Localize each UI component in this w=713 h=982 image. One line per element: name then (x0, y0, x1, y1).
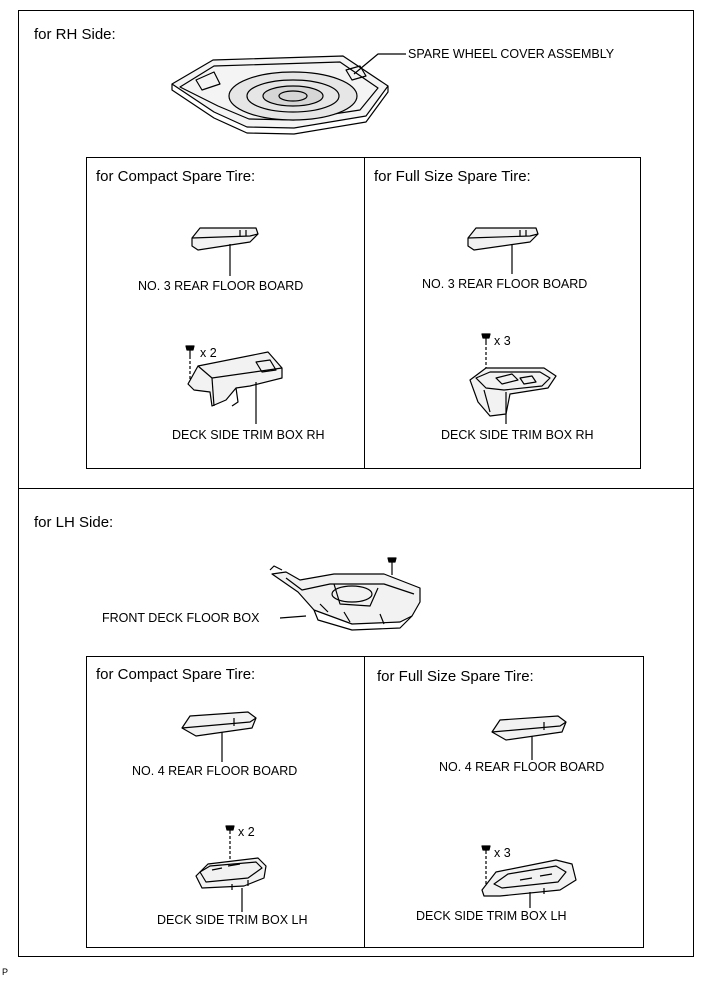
lh-compact-floor-board-label: NO. 4 REAR FLOOR BOARD (132, 764, 298, 778)
rh-compact-floor-board-label: NO. 3 REAR FLOOR BOARD (138, 279, 304, 293)
rh-full-trim-box-label: DECK SIDE TRIM BOX RH (441, 428, 594, 442)
rh-compact-clip-qty: x 2 (200, 346, 217, 360)
front-deck-floor-box-label: FRONT DECK FLOOR BOX (102, 611, 260, 625)
spare-wheel-cover-drawing (172, 54, 406, 134)
lh-full-title: for Full Size Spare Tire: (377, 668, 534, 685)
lh-full-floor-board-drawing (492, 716, 566, 760)
lh-full-trim-box-label: DECK SIDE TRIM BOX LH (416, 909, 567, 923)
lh-compact-floor-board-drawing (182, 712, 256, 762)
rh-compact-title: for Compact Spare Tire: (96, 168, 256, 185)
rh-full-floor-board-drawing (468, 228, 538, 274)
front-deck-floor-box-drawing (270, 558, 420, 630)
footer-mark: P (2, 967, 9, 977)
lh-full-floor-board-label: NO. 4 REAR FLOOR BOARD (439, 760, 605, 774)
rh-compact-trim-box-label: DECK SIDE TRIM BOX RH (172, 428, 325, 442)
lh-compact-trim-box-drawing (196, 826, 266, 912)
lh-compact-clip-qty: x 2 (238, 825, 255, 839)
lh-side-title: for LH Side: (34, 514, 114, 531)
lh-full-clip-qty: x 3 (494, 846, 511, 860)
rh-compact-floor-board-drawing (192, 228, 258, 276)
rh-full-clip-qty: x 3 (494, 334, 511, 348)
rh-full-title: for Full Size Spare Tire: (374, 168, 531, 185)
rh-side-title: for RH Side: (34, 26, 116, 43)
lh-compact-trim-box-label: DECK SIDE TRIM BOX LH (157, 913, 308, 927)
spare-wheel-cover-label: SPARE WHEEL COVER ASSEMBLY (408, 47, 615, 61)
rh-full-trim-box-drawing (470, 334, 556, 424)
rh-full-floor-board-label: NO. 3 REAR FLOOR BOARD (422, 277, 588, 291)
lh-compact-title: for Compact Spare Tire: (96, 666, 256, 683)
